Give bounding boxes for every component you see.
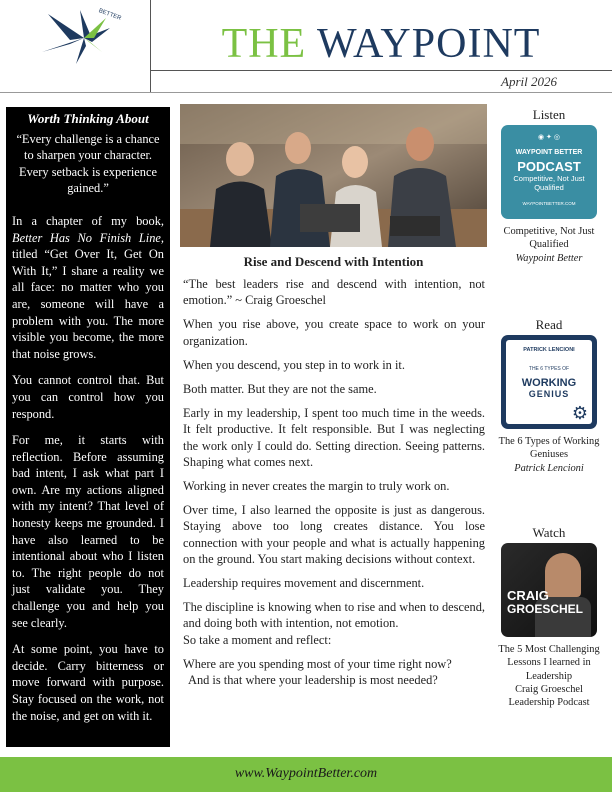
article-paragraph: Working in never creates the margin to truly work on. (183, 479, 450, 494)
article-title: Rise and Descend with Intention (243, 254, 424, 269)
article-paragraph: When you descend, you step in to work in it. (183, 357, 405, 372)
book-cover-inner (506, 340, 592, 424)
read-heading: Read (535, 317, 563, 332)
watch-heading: Watch (532, 525, 566, 540)
podcast-source: Waypoint Better (515, 252, 583, 264)
footer-url-link[interactable]: www.WaypointBetter.com (234, 766, 378, 781)
article-paragraph: Where are you spending most of your time right now? (183, 656, 452, 671)
article-paragraph: The discipline is knowing when to rise and when to descend, and doing both with intention, not emotion. (183, 600, 485, 631)
thumbnail-name-2: GROESCHEL (507, 602, 584, 617)
sidebar-paragraph: For me, it starts with reflection. Before assuming bad intent, I ask what part I own. Are my actions aligned with my intent? That level of honesty keeps me grounded. I have also learned to be intentional about who I listen to. The right people do not just validate you. They challenge you and help you see clearly. (12, 433, 164, 630)
article-photo (180, 104, 487, 247)
listen-section (497, 108, 601, 265)
watch-section (497, 526, 601, 709)
sidebar-p1-intro: In a chapter of my book, (12, 213, 164, 228)
book-caption: The 6 Types of Working Geniuses (498, 436, 600, 461)
issue-date: April 2026 (501, 74, 557, 89)
sidebar-paragraph: You cannot control that. But you can control how you respond. (12, 373, 164, 421)
presenter-silhouette (545, 553, 581, 597)
article-paragraph: Leadership requires movement and discernment. (183, 576, 425, 591)
sidebar-paragraph: At some point, you have to decide. Carry bitterness or move forward with purpose. Stay focused on the work, not the noise, and get on with it. (12, 642, 164, 723)
podcast-cover-brand: WAYPOINT BETTER (515, 149, 583, 157)
video-thumbnail[interactable] (501, 543, 597, 637)
read-section (497, 318, 601, 475)
newsletter-title (150, 20, 612, 68)
waypoint-logo (40, 8, 124, 66)
article-paragraph: “The best leaders rise and descend with intention, not emotion.” ~ Craig Groeschel (183, 277, 485, 308)
book-title: Better Has No Finish Line, (12, 230, 164, 245)
article-body (183, 276, 485, 688)
sidebar-quote: “Every challenge is a chance to sharpen your character. Every setback is experience gained.” (16, 131, 160, 196)
sidebar-heading: Worth Thinking About (27, 111, 149, 126)
podcast-cover-title: PODCAST (517, 158, 581, 174)
book-cover-author: PATRICK LENCIONI (523, 347, 575, 354)
podcast-cover[interactable] (501, 125, 597, 219)
logo-text: BETTER (97, 8, 122, 22)
article-paragraph: Over time, I also learned the opposite is just as dangerous. Staying above too long creates distance. You lose connection with your people and what is actually happening on the ground. You start making decisions without context. (183, 503, 485, 566)
book-cover-title-2: GENIUS (528, 388, 570, 399)
sidebar-paragraph (12, 213, 164, 362)
article-paragraph: So take a moment and reflect: (183, 632, 332, 647)
book-cover[interactable] (501, 335, 597, 429)
title-the: THE (221, 21, 307, 67)
listen-heading: Listen (532, 107, 566, 122)
article-paragraph: When you rise above, you create space to work on your organization. (183, 317, 485, 348)
podcast-caption: Competitive, Not Just Qualified (503, 226, 595, 251)
worth-thinking-about-sidebar (6, 107, 170, 747)
meeting-photo-image (180, 104, 487, 247)
podcast-platform-icons: ◉ ✦ ◎ (538, 134, 560, 142)
header-divider (150, 70, 612, 71)
book-cover-title-1: WORKING (521, 376, 577, 389)
podcast-cover-url: WAYPOINTBETTER.COM (522, 200, 576, 206)
podcast-cover-subtitle: Competitive, Not Just Qualified (513, 173, 585, 192)
article-paragraph: Both matter. But they are not the same. (183, 382, 377, 397)
gear-icon: ⚙ (571, 403, 588, 424)
header-bottom-divider (0, 92, 612, 93)
thumbnail-name-1: CRAIG (507, 588, 549, 604)
article-paragraph: Early in my leadership, I spent too much time in the weeds. It felt productive. It felt responsible. But I was neglecting the work only I could do. Setting direction. Seeing patterns. Shaping what comes next. (183, 406, 485, 469)
video-speaker: Craig Groeschel (515, 683, 583, 695)
video-caption: The 5 Most Challenging Lessons I learned in Leadership (498, 644, 600, 682)
book-author: Patrick Lencioni (514, 462, 584, 474)
article-paragraph: And is that where your leadership is most needed? (188, 673, 438, 688)
title-waypoint: WAYPOINT (316, 21, 541, 67)
book-cover-small: THE 6 TYPES OF (528, 366, 570, 373)
footer-bar (0, 757, 612, 792)
video-source: Leadership Podcast (508, 697, 590, 709)
sidebar-p1-rest: titled “Get Over It, Get On With It,” I share a reality we all face: no matter who you are, someone will have a problem with you. The more visible you become, the more that noise grows. (12, 247, 164, 361)
